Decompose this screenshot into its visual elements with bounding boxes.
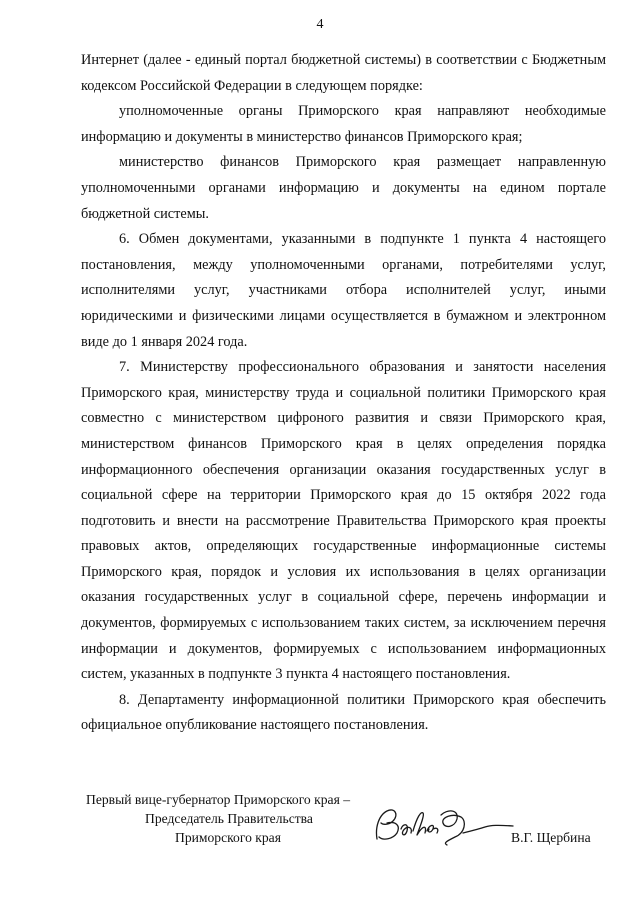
paragraph: Интернет (далее - единый портал бюджетной системы) в соответствии с Бюджетным кодексом Российской Федерации в следующем порядке: <box>81 52 606 94</box>
paragraph: 6. Обмен документами, указанными в подпункте 1 пункта 4 настоящего постановления, между уполномоченными органами, потребителями услуг, исполнителями услуг, участниками отбора исполнителей услуг, иными юридическими и физическими лицами осуществляется в бумажном и электронном виде до 1 января 2024 года. <box>81 231 606 350</box>
signatory-title-line-2: Председатель Правительства <box>145 811 313 826</box>
document-body <box>81 48 606 739</box>
signatory-name: В.Г. Щербина <box>511 830 591 845</box>
signatory-title-line-1: Первый вице-губернатор Приморского края – <box>86 792 351 807</box>
paragraph: 8. Департаменту информационной политики Приморского края обеспечить официальное опубликование настоящего постановления. <box>81 691 606 734</box>
paragraph: министерство финансов Приморского края размещает направленную уполномоченными органами информацию и документы на едином портале бюджетной системы. <box>81 154 606 222</box>
handwritten-signature <box>367 803 515 847</box>
page-number: 4 <box>316 17 324 32</box>
paragraph: 7. Министерству профессионального образования и занятости населения Приморского края, министерству труда и социальной политики Приморского края совместно с министерством цифроного развития и связи Приморского края, министерством финансов Приморского края в целях определения порядка информационного обеспечения организации оказания государственных услуг в социальной сфере на территории Приморского края до 15 октября 2022 года подготовить и внести на рассмотрение Правительства Приморского края проекты правовых актов, определяющих государственные информационные системы Приморского края, порядок и условия их использования в целях организации оказания государственных услуг в социальной сфере, перечень информации и документов, формируемых с использованием таких систем, за исключением перечня информации и документов, формируемых с использованием информационных систем, указанных в подпункте 3 пункта 4 настоящего постановления. <box>81 359 606 683</box>
paragraph: уполномоченные органы Приморского края направляют необходимые информацию и документы в министерство финансов Приморского края; <box>81 103 606 145</box>
signatory-title-line-3: Приморского края <box>175 830 281 845</box>
signature-block <box>0 790 640 850</box>
